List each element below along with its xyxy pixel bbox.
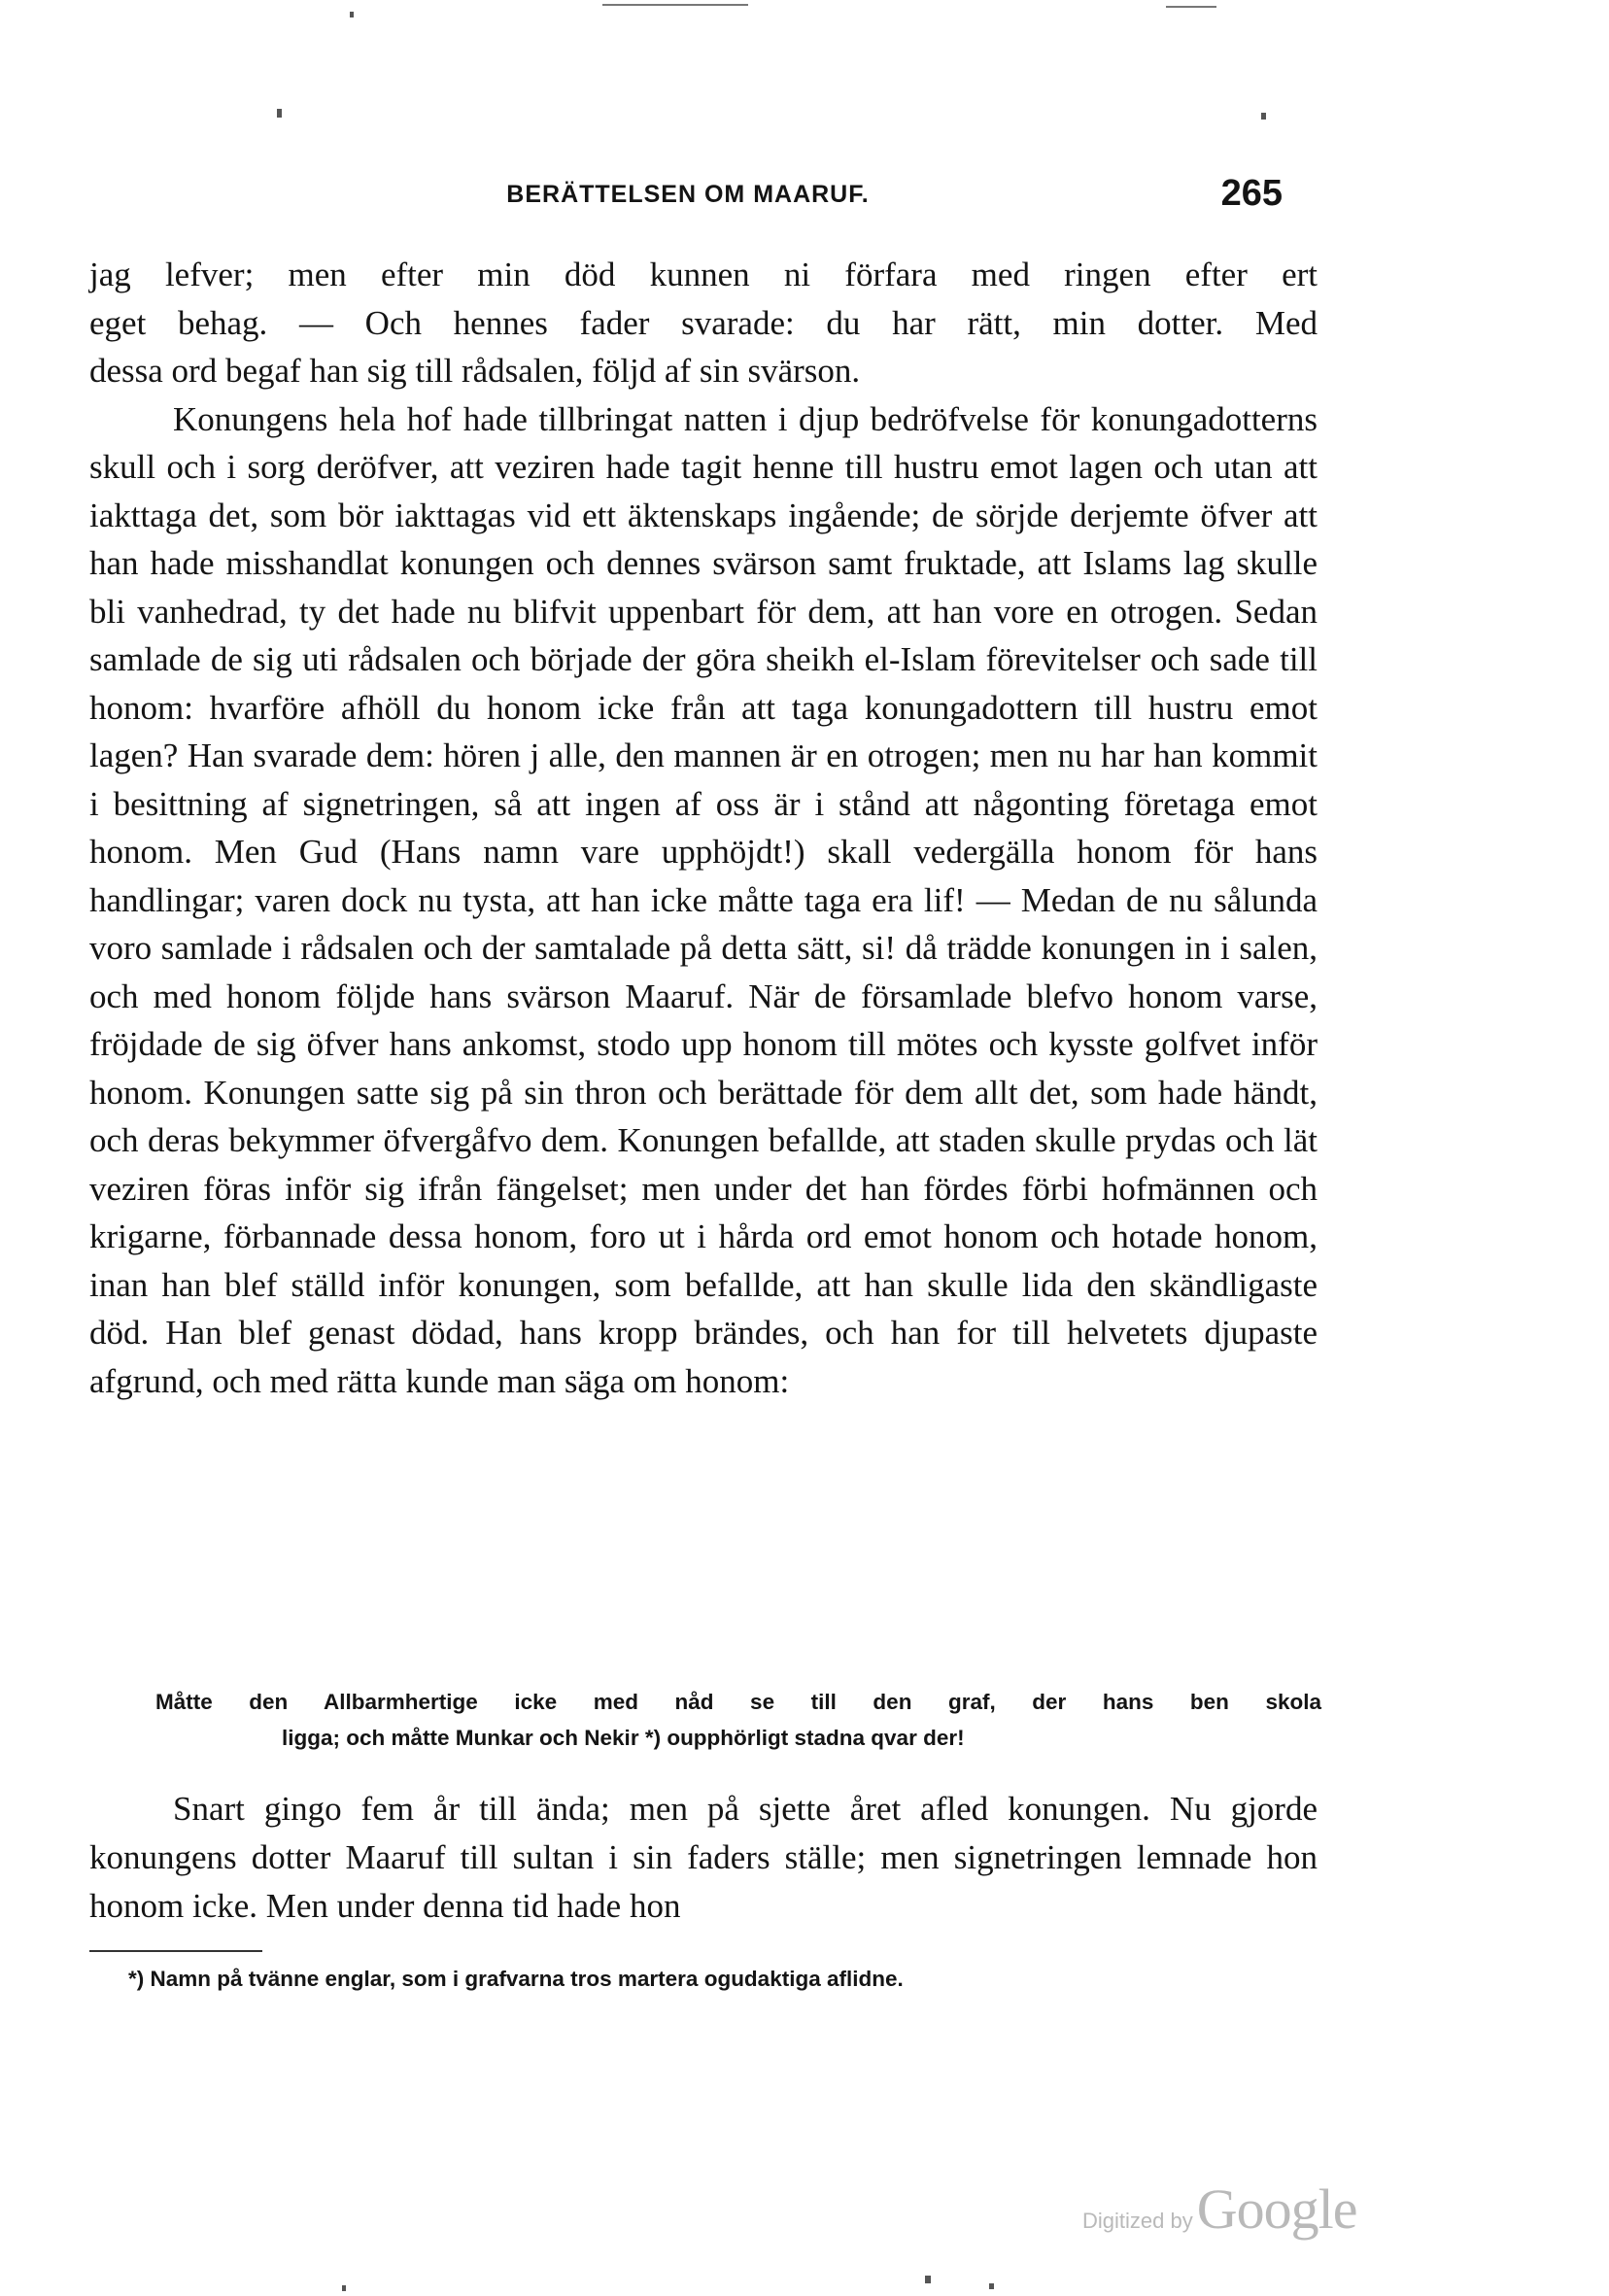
scan-speck [989, 2283, 994, 2289]
verse-line: ligga; och måtte Munkar och Nekir *) oupphörligt stadna qvar der! [282, 1726, 965, 1750]
text-line: dessa ord begaf han sig till rådsalen, följd af sin svärson. [89, 352, 861, 390]
main-text [89, 251, 1318, 1405]
watermark-caption: Digitized by [1082, 2209, 1193, 2233]
verse-line: Måtte den Allbarmhertige icke med nåd se till den graf, der hans ben skola [155, 1690, 1321, 1714]
text-line: eget behag. — Och hennes fader svarade: du har rätt, min dotter. Med [89, 303, 1318, 342]
running-title: BERÄTTELSEN OM MAARUF. [506, 181, 870, 208]
paragraph: Konungens hela hof hade tillbringat natten i djup bedröfvelse för konungadotterns skull och i sorg deröfver, att veziren hade tagit henne till hustru emot lagen och utan att iakttaga det, som bör iakttagas vid ett äktenskaps ingående; de sörjde derjemte öfver att han hade misshandlat konungen och dennes svärson samt fruktade, att Islams lag skulle bli vanhedrad, ty det hade nu blifvit uppenbart för dem, att han vore en otrogen. Sedan samlade de sig uti rådsalen och började der göra sheikh el-Islam förevitelser och sade till honom: hvarföre afhöll du honom icke från att taga konungadottern till hustru emot lagen? Han svarade dem: hören j alle, den mannen är en otrogen; men nu har han kommit i besittning af signetringen, så att ingen af oss är i stånd att någonting företaga emot honom. Men Gud (Hans namn vare upphöjdt!) skall vedergälla honom för hans handlingar; varen dock nu tysta, att han icke måtte taga era lif! — Medan de nu sålunda voro samlade i rådsalen och der samtalade på detta sätt, si! då trädde konungen in i salen, och med honom följde hans svärson Maaruf. När de församlade blefvo honom varse, fröjdade de sig öfver hans ankomst, stodo upp honom till mötes och kysste golfvet inför honom. Konungen satte sig på sin thron och berättade för dem allt det, som hade händt, och deras bekymmer öfvergåfvo dem. Konungen befallde, att staden skulle prydas och lät veziren föras inför sig ifrån fängelset; men under det han fördes förbi hofmännen och krigarne, förbannade dessa honom, foro ut i hårda ord emot honom och hotade honom, inan han blef ställd inför konungen, som befallde, att han skulle lida den skändligaste död. Han blef genast dödad, hans kropp brändes, och han for till helvetets djupaste afgrund, och med rätta kunde man säga om honom: [89, 399, 1318, 1400]
scan-speck [925, 2276, 931, 2283]
scan-speck [342, 2285, 346, 2291]
running-head [93, 173, 1283, 223]
scan-speck [1261, 113, 1266, 120]
scan-speck [602, 4, 748, 6]
main-text-continued [89, 1785, 1318, 1931]
paragraph: Snart gingo fem år till ända; men på sjette året afled konungen. Nu gjorde konungens dotter Maaruf till sultan i sin faders ställe; men signetringen lemnade hon honom icke. Men under denna tid hade hon [89, 1790, 1318, 1925]
text-line: jag lefver; men efter min död kunnen ni förfara med ringen efter ert [89, 256, 1318, 293]
digitization-watermark [1082, 2176, 1356, 2242]
scan-speck [350, 12, 354, 17]
verse-quotation [155, 1684, 1321, 1756]
footnote: *) Namn på tvänne englar, som i grafvarna tros martera ogudaktiga aflidne. [128, 1967, 904, 1991]
scan-speck [277, 109, 282, 118]
page-number: 265 [1220, 173, 1283, 214]
scan-speck [1166, 6, 1216, 8]
google-logo: Google [1196, 2177, 1357, 2241]
footnote-rule [89, 1950, 262, 1952]
